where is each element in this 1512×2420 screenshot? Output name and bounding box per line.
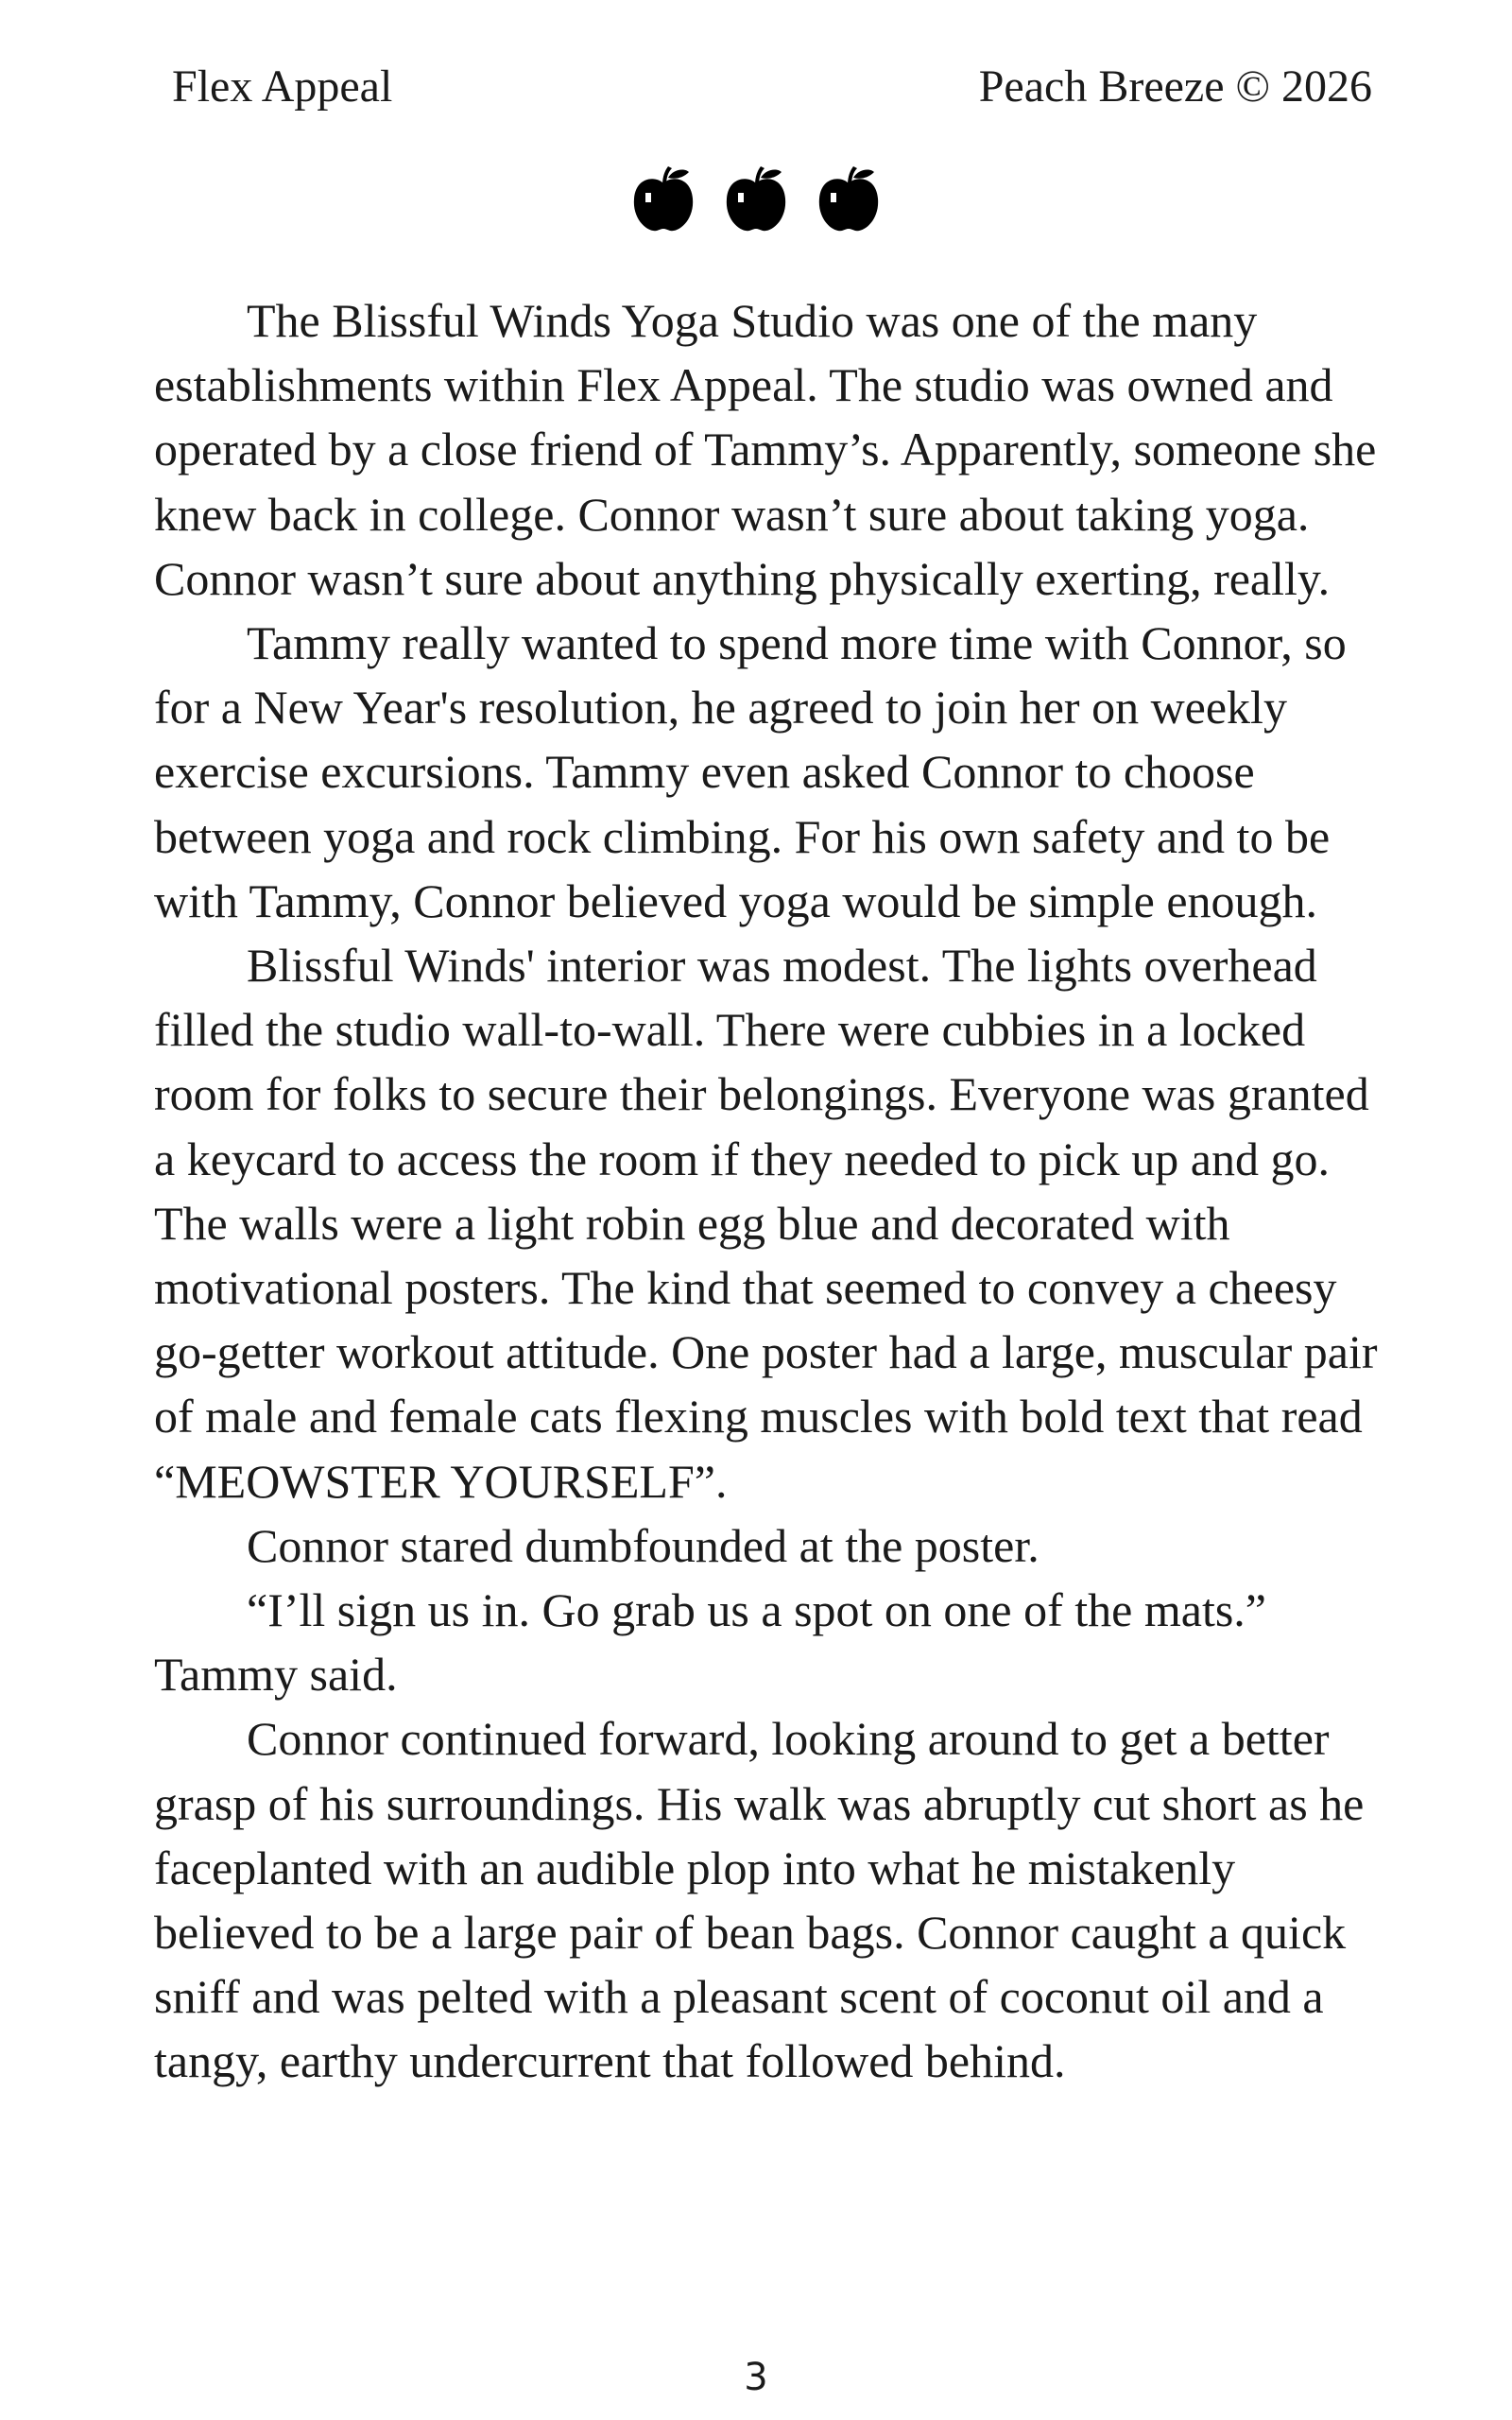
paragraph: Connor continued forward, looking around to get a better grasp of his surroundings. His walk was abruptly cut short as he faceplanted with an audible plop into what he mistakenly believed to be a large pair of bean bags. Connor caught a quick sniff and was pelted with a pleasant scent of coconut oil and a tangy, earthy undercurrent that followed behind. [154, 1712, 1365, 2088]
apple-icon [816, 166, 882, 242]
paragraph: “I’ll sign us in. Go grab us a spot on one of the mats.” Tammy said. [154, 1583, 1266, 1702]
page-number: 3 [744, 2356, 768, 2399]
paragraph: Blissful Winds' interior was modest. The lights overhead filled the studio wall-to-wall. There were cubbies in a locked room for folks to secure their belongings. Everyone was granted a keycard to access the room if they needed to pick up and go. The walls were a light robin egg blue and decorated with motivational posters. The kind that seemed to convey a cheesy go-getter workout attitude. One poster had a large, muscular pair of male and female cats flexing muscles with bold text that read “MEOWSTER YOURSELF”. [154, 939, 1378, 1508]
paragraph: Tammy really wanted to spend more time with Connor, so for a New Year's resolution, he agreed to join her on weekly exercise excursions. Tammy even asked Connor to choose between yoga and rock climbing. For his own safety and to be with Tammy, Connor believed yoga would be simple enough. [154, 616, 1347, 927]
author-copyright: Peach Breeze © 2026 [978, 61, 1372, 112]
apple-icon [723, 166, 789, 242]
chapter-body [154, 288, 1392, 2094]
paragraph: Connor stared dumbfounded at the poster. [247, 1518, 1040, 1572]
book-title: Flex Appeal [172, 61, 393, 112]
section-ornament [0, 166, 1512, 242]
apple-icon [630, 166, 696, 242]
page-header [172, 59, 1372, 115]
paragraph: The Blissful Winds Yoga Studio was one of the many establishments within Flex Appeal. The studio was owned and operated by a close friend of Tammy’s. Apparently, someone she knew back in college. Connor wasn’t sure about taking yoga. Connor wasn’t sure about anything physically exerting, really. [154, 294, 1377, 605]
